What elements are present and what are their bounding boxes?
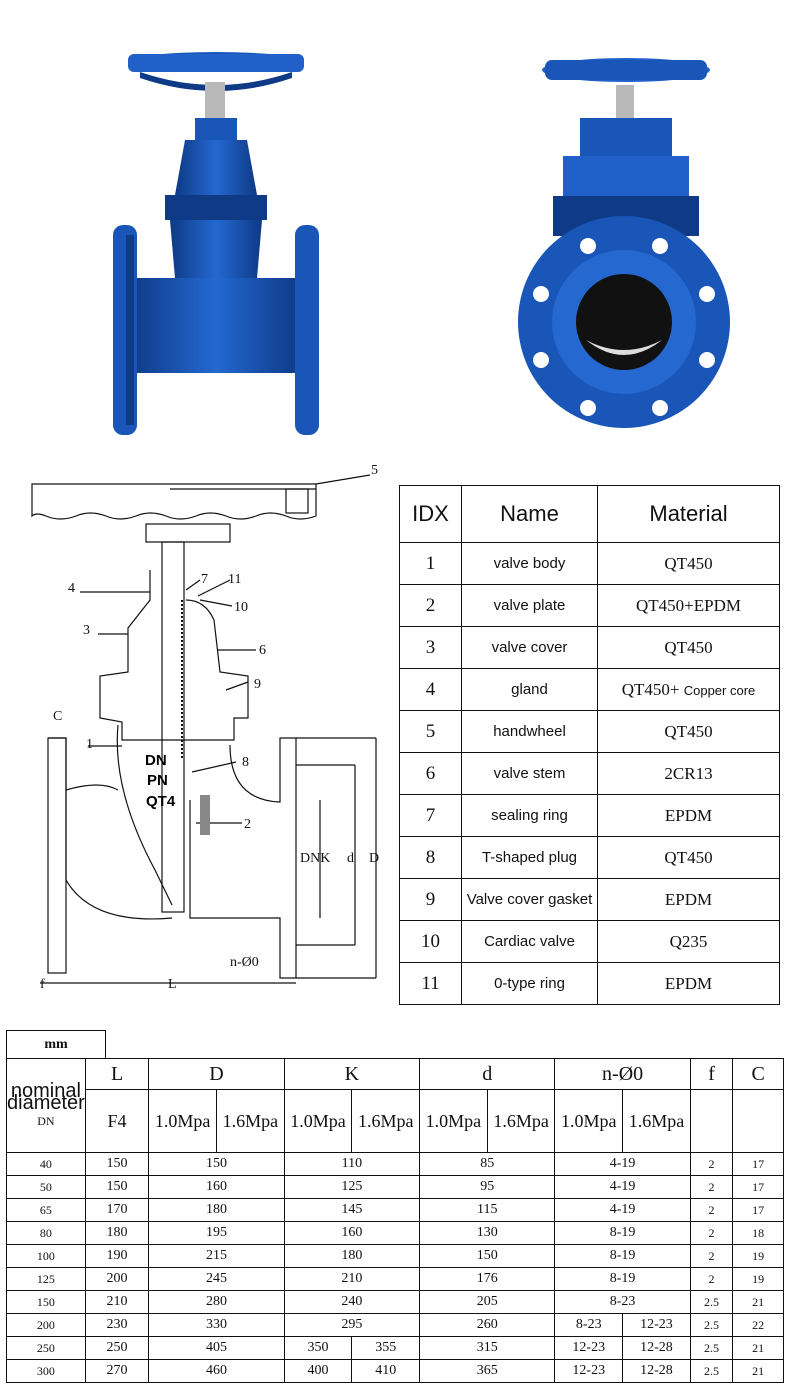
dims-row [7,1291,784,1314]
cell-f: 2 [690,1245,733,1268]
cell-d: 115 [420,1199,555,1222]
part-name: T-shaped plug [462,837,598,879]
col-K: K [284,1059,419,1090]
part-material-main: QT450 [664,637,713,657]
body-mark-dn: DN [145,752,167,769]
part-material-main: QT450 [664,721,713,741]
callout-8: 8 [242,755,249,770]
cell-K: 110 [284,1153,419,1176]
cell-n-p1: 12-23 [555,1337,623,1360]
cell-D: 215 [149,1245,284,1268]
cell-dn: 50 [7,1176,86,1199]
part-name: valve plate [462,585,598,627]
part-name: valve body [462,543,598,585]
cell-dn: 40 [7,1153,86,1176]
parts-header-row [400,486,780,543]
cell-C: 21 [733,1337,784,1360]
body-mark-pn: PN [147,772,168,789]
cell-dn: 150 [7,1291,86,1314]
part-material-main: QT450 [664,553,713,573]
part-material [598,669,780,711]
parts-row [400,627,780,669]
cell-n-p2: 12-28 [623,1337,691,1360]
part-name: Cardiac valve [462,921,598,963]
col-D: D [149,1059,284,1090]
part-idx: 8 [400,837,462,879]
col-f: f [690,1059,733,1090]
cell-K: 295 [284,1314,419,1337]
col-d: d [420,1059,555,1090]
dimensions-table [6,1058,784,1383]
cell-C: 19 [733,1245,784,1268]
cell-n: 4-19 [555,1199,690,1222]
cell-n-p1: 12-23 [555,1360,623,1383]
cell-n: 4-19 [555,1176,690,1199]
header-idx: IDX [400,486,462,543]
cell-L: 200 [85,1268,148,1291]
valve-section-drawing [0,455,395,1000]
part-material-main: EPDM [664,973,713,993]
cell-dn: 80 [7,1222,86,1245]
body-mark-qt: QT4 [146,793,176,810]
callout-2: 2 [244,817,251,832]
part-name: gland [462,669,598,711]
cell-f: 2 [690,1176,733,1199]
cell-K-p2: 355 [352,1337,420,1360]
parts-row [400,795,780,837]
part-material-main: QT450 [664,847,713,867]
part-idx: 2 [400,585,462,627]
cell-D: 180 [149,1199,284,1222]
callout-5: 5 [371,463,378,478]
part-material-main: EPDM [664,805,713,825]
cell-D: 195 [149,1222,284,1245]
parts-row [400,669,780,711]
part-idx: 1 [400,543,462,585]
cell-f: 2.5 [690,1314,733,1337]
dims-row [7,1314,784,1337]
sub-n-p1: 1.0Mpa [555,1090,623,1153]
cell-K: 160 [284,1222,419,1245]
part-material [598,837,780,879]
part-material-main: Q235 [669,931,708,951]
part-name: sealing ring [462,795,598,837]
label-f: f [40,977,45,992]
label-n: n-Ø0 [230,955,259,970]
cell-C: 22 [733,1314,784,1337]
cell-f: 2 [690,1199,733,1222]
dims-row [7,1199,784,1222]
cell-L: 190 [85,1245,148,1268]
part-material [598,627,780,669]
cell-C: 18 [733,1222,784,1245]
cell-n: 4-19 [555,1153,690,1176]
part-material [598,711,780,753]
cell-n-p1: 8-23 [555,1314,623,1337]
cell-dn: 100 [7,1245,86,1268]
cell-d: 260 [420,1314,555,1337]
callout-6: 6 [259,643,266,658]
callout-1: 1 [86,737,93,752]
nominal-diameter-header [7,1059,86,1153]
cell-C: 21 [733,1291,784,1314]
part-material [598,921,780,963]
cell-C: 17 [733,1176,784,1199]
parts-row [400,543,780,585]
label-C: C [53,709,63,724]
cell-f: 2 [690,1222,733,1245]
parts-row [400,963,780,1005]
dims-row [7,1337,784,1360]
sub-d-p2: 1.6Mpa [487,1090,555,1153]
sub-D-p2: 1.6Mpa [216,1090,284,1153]
part-material [598,963,780,1005]
cell-L: 150 [85,1176,148,1199]
part-name: Valve cover gasket [462,879,598,921]
cell-d: 95 [420,1176,555,1199]
cell-dn: 250 [7,1337,86,1360]
cell-K: 125 [284,1176,419,1199]
cell-f: 2 [690,1268,733,1291]
header-name: Name [462,486,598,543]
label-DNK: DNK [300,851,331,866]
cell-n: 8-19 [555,1245,690,1268]
parts-row [400,585,780,627]
cell-d: 150 [420,1245,555,1268]
cell-d: 205 [420,1291,555,1314]
part-name: 0-type ring [462,963,598,1005]
sub-d-p1: 1.0Mpa [420,1090,488,1153]
parts-row [400,711,780,753]
cell-K: 210 [284,1268,419,1291]
sub-L: F4 [85,1090,148,1153]
sub-D-p1: 1.0Mpa [149,1090,217,1153]
cell-C: 17 [733,1153,784,1176]
cell-dn: 65 [7,1199,86,1222]
cell-L: 210 [85,1291,148,1314]
cell-L: 150 [85,1153,148,1176]
dims-row [7,1176,784,1199]
cell-K-p1: 350 [284,1337,352,1360]
cell-n-p2: 12-28 [623,1360,691,1383]
cell-D: 405 [149,1337,284,1360]
cell-D: 460 [149,1360,284,1383]
cell-n: 8-19 [555,1268,690,1291]
col-C: C [733,1059,784,1090]
cell-f: 2 [690,1153,733,1176]
sub-f [690,1090,733,1153]
part-name: valve stem [462,753,598,795]
cell-C: 19 [733,1268,784,1291]
cell-C: 17 [733,1199,784,1222]
part-material [598,753,780,795]
cell-K-p2: 410 [352,1360,420,1383]
cell-n: 8-19 [555,1222,690,1245]
part-idx: 9 [400,879,462,921]
cell-K: 240 [284,1291,419,1314]
dims-row [7,1153,784,1176]
part-idx: 4 [400,669,462,711]
cell-L: 250 [85,1337,148,1360]
part-material-main: QT450+ [621,679,680,699]
part-material [598,795,780,837]
cell-f: 2.5 [690,1337,733,1360]
part-idx: 6 [400,753,462,795]
callout-11: 11 [228,572,242,587]
label-d: d [347,851,354,866]
cell-C: 21 [733,1360,784,1383]
cell-L: 170 [85,1199,148,1222]
cell-D: 245 [149,1268,284,1291]
dims-row [7,1360,784,1383]
valve-side-photo [510,0,740,450]
part-material [598,585,780,627]
label-L: L [168,977,177,992]
part-idx: 7 [400,795,462,837]
dn-label: DN [37,1113,55,1128]
cell-L: 230 [85,1314,148,1337]
sub-n-p2: 1.6Mpa [623,1090,691,1153]
cell-d: 365 [420,1360,555,1383]
sub-K-p1: 1.0Mpa [284,1090,352,1153]
part-idx: 10 [400,921,462,963]
cell-L: 270 [85,1360,148,1383]
cell-K-p1: 400 [284,1360,352,1383]
dims-row [7,1268,784,1291]
parts-table [399,485,780,1005]
parts-row [400,879,780,921]
part-material [598,879,780,921]
cell-D: 160 [149,1176,284,1199]
callout-7: 7 [201,572,208,587]
cell-n-p2: 12-23 [623,1314,691,1337]
callout-10: 10 [234,600,248,615]
dims-row [7,1245,784,1268]
callout-3: 3 [83,623,90,638]
cell-L: 180 [85,1222,148,1245]
cell-D: 330 [149,1314,284,1337]
dims-header-row [7,1059,784,1090]
part-idx: 5 [400,711,462,753]
sub-C [733,1090,784,1153]
part-material [598,543,780,585]
cell-K: 145 [284,1199,419,1222]
label-D: D [369,851,380,866]
part-material-main: EPDM [664,889,713,909]
col-L: L [85,1059,148,1090]
cell-dn: 125 [7,1268,86,1291]
parts-row [400,837,780,879]
sub-K-p2: 1.6Mpa [352,1090,420,1153]
part-idx: 3 [400,627,462,669]
cell-D: 280 [149,1291,284,1314]
nominal-label: nominal diameter [7,1079,85,1114]
col-n: n-Ø0 [555,1059,690,1090]
cell-D: 150 [149,1153,284,1176]
unit-label: mm [6,1030,106,1059]
cell-f: 2.5 [690,1360,733,1383]
part-name: valve cover [462,627,598,669]
cell-d: 176 [420,1268,555,1291]
cell-dn: 300 [7,1360,86,1383]
dims-row [7,1222,784,1245]
cell-n: 8-23 [555,1291,690,1314]
callout-9: 9 [254,677,261,692]
cell-dn: 200 [7,1314,86,1337]
valve-front-photo [95,0,345,450]
header-material: Material [598,486,780,543]
part-material-main: 2CR13 [664,763,713,783]
part-name: handwheel [462,711,598,753]
part-material-main: QT450+EPDM [636,595,741,615]
callout-4: 4 [68,581,75,596]
parts-row [400,753,780,795]
cell-f: 2.5 [690,1291,733,1314]
dims-subheader-row [7,1090,784,1153]
part-idx: 11 [400,963,462,1005]
cell-K: 180 [284,1245,419,1268]
cell-d: 130 [420,1222,555,1245]
parts-row [400,921,780,963]
cell-d: 85 [420,1153,555,1176]
cell-d: 315 [420,1337,555,1360]
part-material-extra: Copper core [683,682,756,698]
